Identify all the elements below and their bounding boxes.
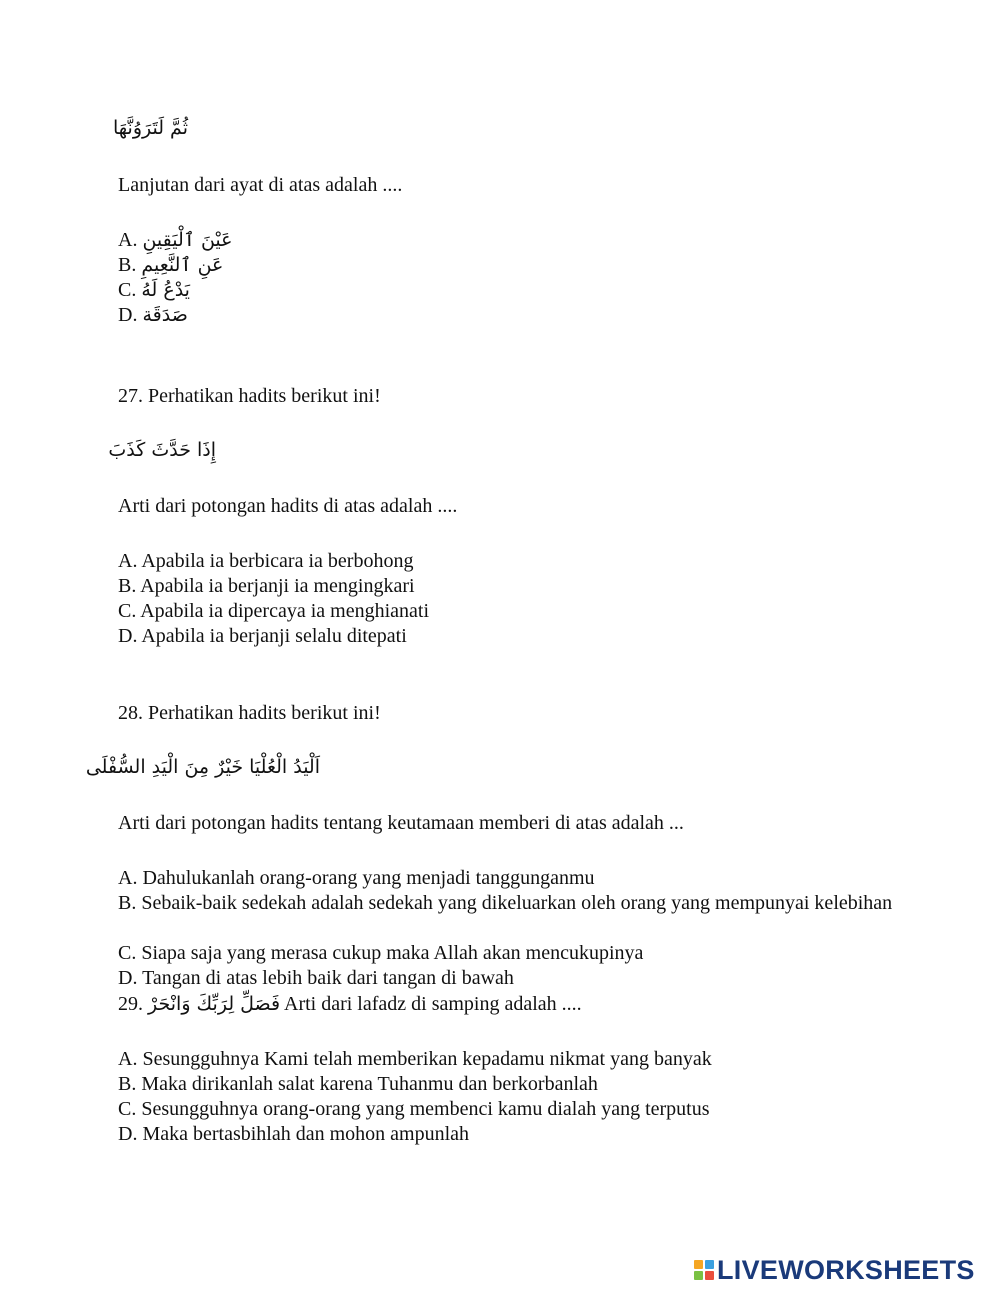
q27-option-a[interactable]: A. Apabila ia berbicara ia berbohong [118,550,414,572]
q27-prompt: Arti dari potongan hadits di atas adalah .... [118,495,458,517]
logo-block [705,1271,714,1280]
q28-option-d[interactable]: D. Tangan di atas lebih baik dari tangan di bawah [118,967,514,989]
q29-option-d[interactable]: D. Maka bertasbihlah dan mohon ampunlah [118,1123,470,1145]
q26-prompt: Lanjutan dari ayat di atas adalah .... [118,174,403,196]
option-arabic-text: عَنِ ٱلنَّعِيمِ [141,254,224,276]
q29-option-a[interactable]: A. Sesungguhnya Kami telah memberikan kepadamu nikmat yang banyak [118,1048,712,1070]
q29-prompt: Arti dari lafadz di samping adalah .... [284,993,582,1015]
q28-prompt: Arti dari potongan hadits tentang keutamaan memberi di atas adalah ... [118,812,684,834]
q27-option-c[interactable]: C. Apabila ia dipercaya ia menghianati [118,600,429,622]
q29-arabic-lafadz: فَصَلِّ لِرَبِّكَ وَانْحَرْ [148,993,281,1015]
logo-block [694,1271,703,1280]
option-arabic-text: عَيْنَ ٱلْيَقِينِ [142,229,233,251]
q28-option-b[interactable]: B. Sebaik-baik sedekah adalah sedekah yang dikeluarkan oleh orang yang mempunyai kelebihan [118,892,893,914]
q29-option-b[interactable]: B. Maka dirikanlah salat karena Tuhanmu dan berkorbanlah [118,1073,598,1095]
q27-option-d[interactable]: D. Apabila ia berjanji selalu ditepati [118,625,407,647]
logo-blocks-icon [694,1260,714,1280]
option-letter: A. [118,229,138,251]
q27-option-b[interactable]: B. Apabila ia berjanji ia mengingkari [118,575,415,597]
q26-option-b[interactable] [118,253,223,278]
q28-option-c[interactable]: C. Siapa saja yang merasa cukup maka Allah akan mencukupinya [118,942,644,964]
option-letter: C. [118,279,137,301]
option-letter: B. [118,254,137,276]
option-arabic-text: يَدْعُ لَهُ [141,279,190,301]
q29-option-c[interactable]: C. Sesungguhnya orang-orang yang membenci kamu dialah yang terputus [118,1098,710,1120]
q28-heading: 28. Perhatikan hadits berikut ini! [118,702,381,724]
q28-option-a[interactable]: A. Dahulukanlah orang-orang yang menjadi tanggunganmu [118,867,595,889]
option-letter: D. [118,304,138,326]
q29-heading [118,992,582,1017]
q29-number: 29. [118,993,143,1015]
q27-arabic-hadith: إِذَا حَدَّثَ كَذَبَ [108,439,216,461]
logo-text: LIVEWORKSHEETS [717,1254,975,1285]
liveworksheets-logo [694,1256,975,1284]
logo-block [694,1260,703,1269]
q28-arabic-hadith: اَلْيَدُ الْعُلْيَا خَيْرٌ مِنَ الْيَدِ السُّفْلَى [85,756,320,778]
option-arabic-text: صَدَقَة [142,304,188,326]
q26-option-d[interactable] [118,303,188,328]
q26-option-a[interactable] [118,228,233,253]
q26-option-c[interactable] [118,278,190,303]
q27-heading: 27. Perhatikan hadits berikut ini! [118,385,381,407]
q26-arabic-verse: ثُمَّ لَتَرَوُنَّهَا [113,117,188,139]
logo-block [705,1260,714,1269]
